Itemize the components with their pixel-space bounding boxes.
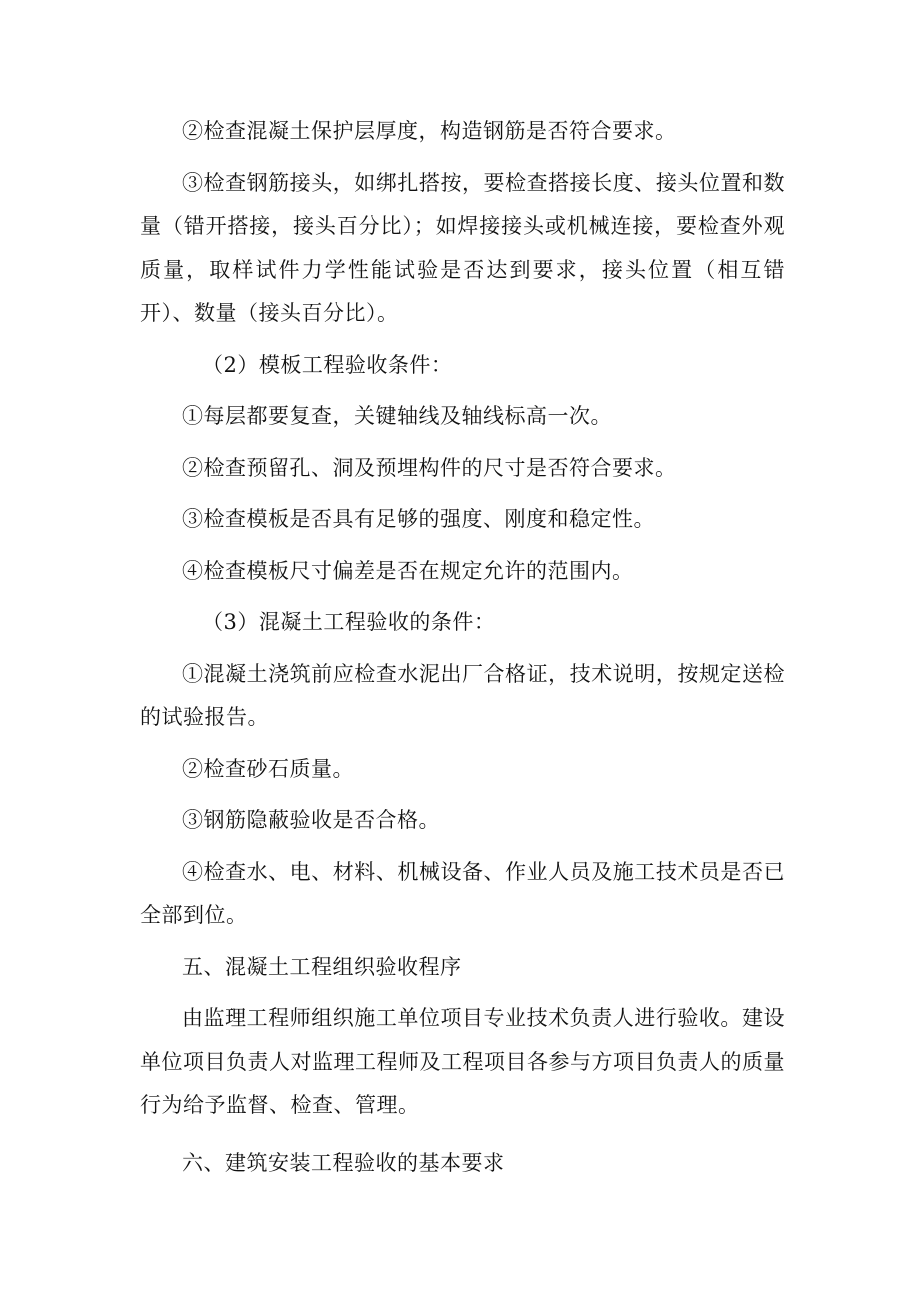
section-heading-five: 五、混凝土工程组织验收程序	[182, 954, 462, 979]
paragraph-concrete-item-2: ②检查砂石质量。	[182, 756, 354, 781]
paragraph-concrete-item-3: ③钢筋隐蔽验收是否合格。	[182, 808, 440, 832]
paragraph-rebar-joint-check: ③检查钢筋接头，如绑扎搭按，要检查搭接长度、接头位置和数量（错开搭接，接头百分比）；如焊接接头或机械连接，要检查外观质量，取样试件力学性能试验是否达到要求，接头位置（相互错开）、数量（接头百分比）。	[140, 170, 785, 325]
paragraph-formwork-item-4: ④检查模板尺寸偏差是否在规定允许的范围内。	[182, 558, 634, 583]
heading-formwork-acceptance: （2）模板工程验收条件：	[202, 352, 453, 377]
paragraph-formwork-item-1: ①每层都要复查，关键轴线及轴线标高一次。	[182, 404, 612, 428]
paragraph-formwork-item-3: ③检查模板是否具有足够的强度、刚度和稳定性。	[182, 507, 655, 531]
paragraph-formwork-item-2: ②检查预留孔、洞及预埋构件的尺寸是否符合要求。	[182, 455, 677, 480]
section-heading-six: 六、建筑安装工程验收的基本要求	[182, 1150, 505, 1175]
paragraph-concrete-item-1: ①混凝土浇筑前应检查水泥出厂合格证，技术说明，按规定送检的试验报告。	[140, 661, 785, 729]
document-body	[140, 110, 785, 1193]
paragraph-acceptance-procedure: 由监理工程师组织施工单位项目专业技术负责人进行验收。建设单位项目负责人对监理工程师及工程项目各参与方项目负责人的质量行为给予监督、检查、管理。	[140, 1006, 785, 1117]
paragraph-concrete-item-4: ④检查水、电、材料、机械设备、作业人员及施工技术员是否已全部到位。	[140, 859, 785, 927]
heading-concrete-acceptance: （3）混凝土工程验收的条件：	[202, 610, 496, 634]
paragraph-rebar-cover-check: ②检查混凝土保护层厚度，构造钢筋是否符合要求。	[182, 119, 677, 143]
